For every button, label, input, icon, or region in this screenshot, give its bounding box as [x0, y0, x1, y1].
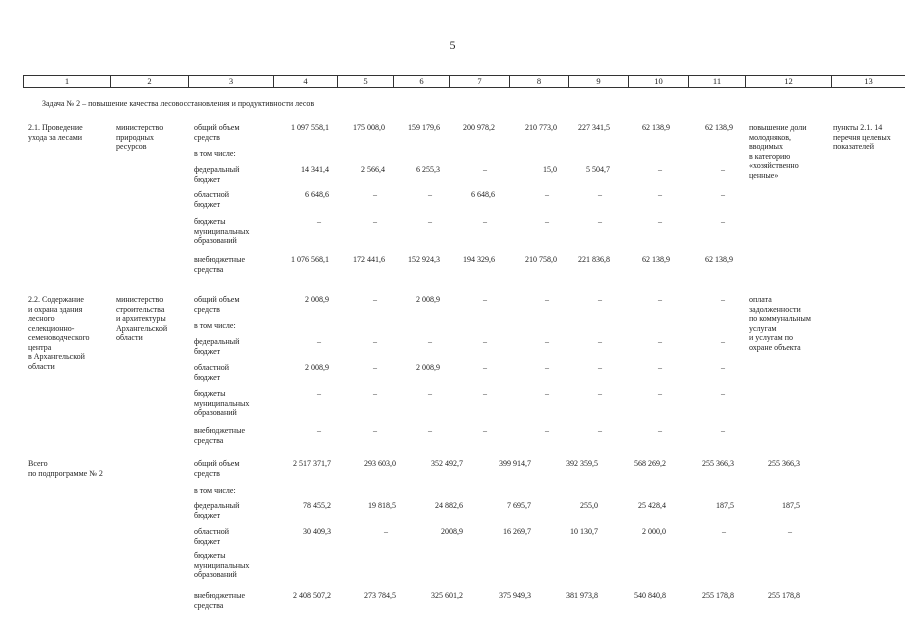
row1-value-5-7: 62 138,9: [705, 255, 733, 264]
header-col-9: 9: [569, 76, 629, 87]
row1-value-0-7: 62 138,9: [705, 123, 733, 132]
row2-value-5-4: –: [545, 426, 549, 435]
row2-value-0-6: –: [658, 295, 662, 304]
row1-value-4-2: –: [428, 217, 432, 226]
row1-value-2-2: 6 255,3: [416, 165, 440, 174]
row3-value-0-1: 293 603,0: [364, 459, 396, 468]
header-col-1: 1: [24, 76, 111, 87]
header-col-4: 4: [274, 76, 338, 87]
row2-value-5-1: –: [373, 426, 377, 435]
row2-value-2-7: –: [721, 337, 725, 346]
header-col-3: 3: [189, 76, 274, 87]
row3-value-5-1: 273 784,5: [364, 591, 396, 600]
row2-value-2-4: –: [545, 337, 549, 346]
header-col-11: 11: [689, 76, 746, 87]
row3-value-0-6: 255 366,3: [702, 459, 734, 468]
row3-value-2-4: 255,0: [580, 501, 598, 510]
header-col-5: 5: [338, 76, 394, 87]
row3-value-5-6: 255 178,8: [702, 591, 734, 600]
row2-source-1: в том числе:: [194, 321, 236, 330]
row2-value-3-5: –: [598, 363, 602, 372]
row1-value-5-3: 194 329,6: [463, 255, 495, 264]
row1-source-0: общий объем средств: [194, 123, 240, 142]
row3-value-3-5: 2 000,0: [642, 527, 666, 536]
row1-value-0-0: 1 097 558,1: [291, 123, 329, 132]
row3-source-5: внебюджетные средства: [194, 591, 245, 610]
row3-value-2-0: 78 455,2: [303, 501, 331, 510]
row3-value-3-2: 2008,9: [441, 527, 463, 536]
row2-value-5-7: –: [721, 426, 725, 435]
row1-value-0-5: 227 341,5: [578, 123, 610, 132]
row2-value-4-1: –: [373, 389, 377, 398]
row3-source-4: бюджеты муниципальных образований: [194, 551, 250, 579]
row3-value-3-1: –: [384, 527, 388, 536]
row1-value-5-2: 152 924,3: [408, 255, 440, 264]
row1-source-3: областной бюджет: [194, 190, 230, 209]
row2-value-3-6: –: [658, 363, 662, 372]
row1-value-4-6: –: [658, 217, 662, 226]
row2-value-5-2: –: [428, 426, 432, 435]
row2-source-0: общий объем средств: [194, 295, 240, 314]
row1-value-5-0: 1 076 568,1: [291, 255, 329, 264]
row1-source-5: внебюджетные средства: [194, 255, 245, 274]
row2-source-5: внебюджетные средства: [194, 426, 245, 445]
row3-source-1: в том числе:: [194, 486, 236, 495]
row3-value-0-4: 392 359,5: [566, 459, 598, 468]
row3-value-5-7: 255 178,8: [768, 591, 800, 600]
row1-value-4-0: –: [317, 217, 321, 226]
row1-value-0-2: 159 179,6: [408, 123, 440, 132]
row3-value-3-7: –: [788, 527, 792, 536]
row1-indicator: повышение доли молодняков, вводимых в категорию «хозяйственно ценные»: [749, 123, 807, 180]
row3-source-3: областной бюджет: [194, 527, 230, 546]
row1-value-0-1: 175 008,0: [353, 123, 385, 132]
row1-value-5-6: 62 138,9: [642, 255, 670, 264]
row3-value-3-3: 16 269,7: [503, 527, 531, 536]
row2-value-3-1: –: [373, 363, 377, 372]
row2-value-2-5: –: [598, 337, 602, 346]
row1-name: 2.1. Проведение ухода за лесами: [28, 123, 83, 142]
row1-value-2-3: –: [483, 165, 487, 174]
header-col-7: 7: [450, 76, 510, 87]
row2-value-0-1: –: [373, 295, 377, 304]
page-number: 5: [449, 38, 456, 52]
row3-value-2-2: 24 882,6: [435, 501, 463, 510]
header-col-6: 6: [394, 76, 450, 87]
row3-source-0: общий объем средств: [194, 459, 240, 478]
row1-value-4-1: –: [373, 217, 377, 226]
row3-value-2-5: 25 428,4: [638, 501, 666, 510]
row2-value-2-1: –: [373, 337, 377, 346]
row3-value-3-6: –: [722, 527, 726, 536]
row3-value-5-3: 375 949,3: [499, 591, 531, 600]
row2-value-0-7: –: [721, 295, 725, 304]
row2-value-4-7: –: [721, 389, 725, 398]
column-number-header: [23, 75, 905, 88]
row1-value-3-7: –: [721, 190, 725, 199]
header-col-2: 2: [111, 76, 189, 87]
row1-link: пункты 2.1. 14 перечня целевых показателей: [833, 123, 891, 151]
row3-value-2-6: 187,5: [716, 501, 734, 510]
row2-value-0-0: 2 008,9: [305, 295, 329, 304]
row1-value-3-5: –: [598, 190, 602, 199]
header-col-10: 10: [629, 76, 689, 87]
row3-value-2-3: 7 695,7: [507, 501, 531, 510]
row3-value-5-2: 325 601,2: [431, 591, 463, 600]
row1-value-3-3: 6 648,6: [471, 190, 495, 199]
row2-value-3-4: –: [545, 363, 549, 372]
row2-value-5-5: –: [598, 426, 602, 435]
row2-value-3-0: 2 008,9: [305, 363, 329, 372]
row1-value-3-4: –: [545, 190, 549, 199]
row3-value-5-0: 2 408 507,2: [293, 591, 331, 600]
header-col-12: 12: [746, 76, 832, 87]
row2-value-3-3: –: [483, 363, 487, 372]
row3-value-0-0: 2 517 371,7: [293, 459, 331, 468]
row1-value-4-5: –: [598, 217, 602, 226]
row2-value-4-0: –: [317, 389, 321, 398]
row3-value-0-5: 568 269,2: [634, 459, 666, 468]
row1-value-3-0: 6 648,6: [305, 190, 329, 199]
row3-value-2-1: 19 818,5: [368, 501, 396, 510]
row1-value-0-6: 62 138,9: [642, 123, 670, 132]
row1-executor: министерство природных ресурсов: [116, 123, 164, 151]
header-col-8: 8: [510, 76, 569, 87]
header-col-13: 13: [832, 76, 905, 87]
row1-value-2-4: 15,0: [543, 165, 557, 174]
row2-value-5-0: –: [317, 426, 321, 435]
row2-value-4-4: –: [545, 389, 549, 398]
row1-value-2-7: –: [721, 165, 725, 174]
row2-value-2-2: –: [428, 337, 432, 346]
row2-source-3: областной бюджет: [194, 363, 230, 382]
row1-value-4-4: –: [545, 217, 549, 226]
row1-value-3-6: –: [658, 190, 662, 199]
row1-value-2-5: 5 504,7: [586, 165, 610, 174]
row1-value-2-1: 2 566,4: [361, 165, 385, 174]
row2-value-2-3: –: [483, 337, 487, 346]
row1-source-1: в том числе:: [194, 149, 236, 158]
row2-source-4: бюджеты муниципальных образований: [194, 389, 250, 417]
row2-indicator: оплата задолженности по коммунальным услугам и услугам по охране объекта: [749, 295, 811, 352]
row1-value-2-0: 14 341,4: [301, 165, 329, 174]
row2-value-4-6: –: [658, 389, 662, 398]
task-title: Задача № 2 – повышение качества лесовосстановления и продуктивности лесов: [42, 99, 315, 108]
row3-value-5-5: 540 840,8: [634, 591, 666, 600]
row1-source-4: бюджеты муниципальных образований: [194, 217, 250, 245]
row1-source-2: федеральный бюджет: [194, 165, 240, 184]
row1-value-3-1: –: [373, 190, 377, 199]
row2-value-4-5: –: [598, 389, 602, 398]
row2-value-4-2: –: [428, 389, 432, 398]
row3-source-2: федеральный бюджет: [194, 501, 240, 520]
row2-value-0-3: –: [483, 295, 487, 304]
row2-value-3-2: 2 008,9: [416, 363, 440, 372]
row1-value-2-6: –: [658, 165, 662, 174]
row2-value-5-6: –: [658, 426, 662, 435]
row3-value-0-7: 255 366,3: [768, 459, 800, 468]
row1-value-4-7: –: [721, 217, 725, 226]
row3-value-5-4: 381 973,8: [566, 591, 598, 600]
row2-value-0-2: 2 008,9: [416, 295, 440, 304]
row1-value-3-2: –: [428, 190, 432, 199]
row2-value-0-4: –: [545, 295, 549, 304]
row1-value-0-3: 200 978,2: [463, 123, 495, 132]
row2-source-2: федеральный бюджет: [194, 337, 240, 356]
row3-value-0-2: 352 492,7: [431, 459, 463, 468]
row3-value-3-4: 10 130,7: [570, 527, 598, 536]
row1-value-5-4: 210 758,0: [525, 255, 557, 264]
row2-value-3-7: –: [721, 363, 725, 372]
row1-value-5-1: 172 441,6: [353, 255, 385, 264]
row2-value-2-0: –: [317, 337, 321, 346]
row3-value-2-7: 187,5: [782, 501, 800, 510]
row1-value-5-5: 221 836,8: [578, 255, 610, 264]
row3-value-0-3: 399 914,7: [499, 459, 531, 468]
row2-value-5-3: –: [483, 426, 487, 435]
row3-name: Всего по подпрограмме № 2: [28, 459, 103, 478]
row2-name: 2.2. Содержание и охрана здания лесного селекционно- семеноводческого центра в Архангельской области: [28, 295, 90, 371]
row2-value-4-3: –: [483, 389, 487, 398]
row1-value-4-3: –: [483, 217, 487, 226]
row3-value-3-0: 30 409,3: [303, 527, 331, 536]
row2-value-2-6: –: [658, 337, 662, 346]
row2-executor: министерство строительства и архитектуры Архангельской области: [116, 295, 168, 342]
row1-value-0-4: 210 773,0: [525, 123, 557, 132]
row2-value-0-5: –: [598, 295, 602, 304]
